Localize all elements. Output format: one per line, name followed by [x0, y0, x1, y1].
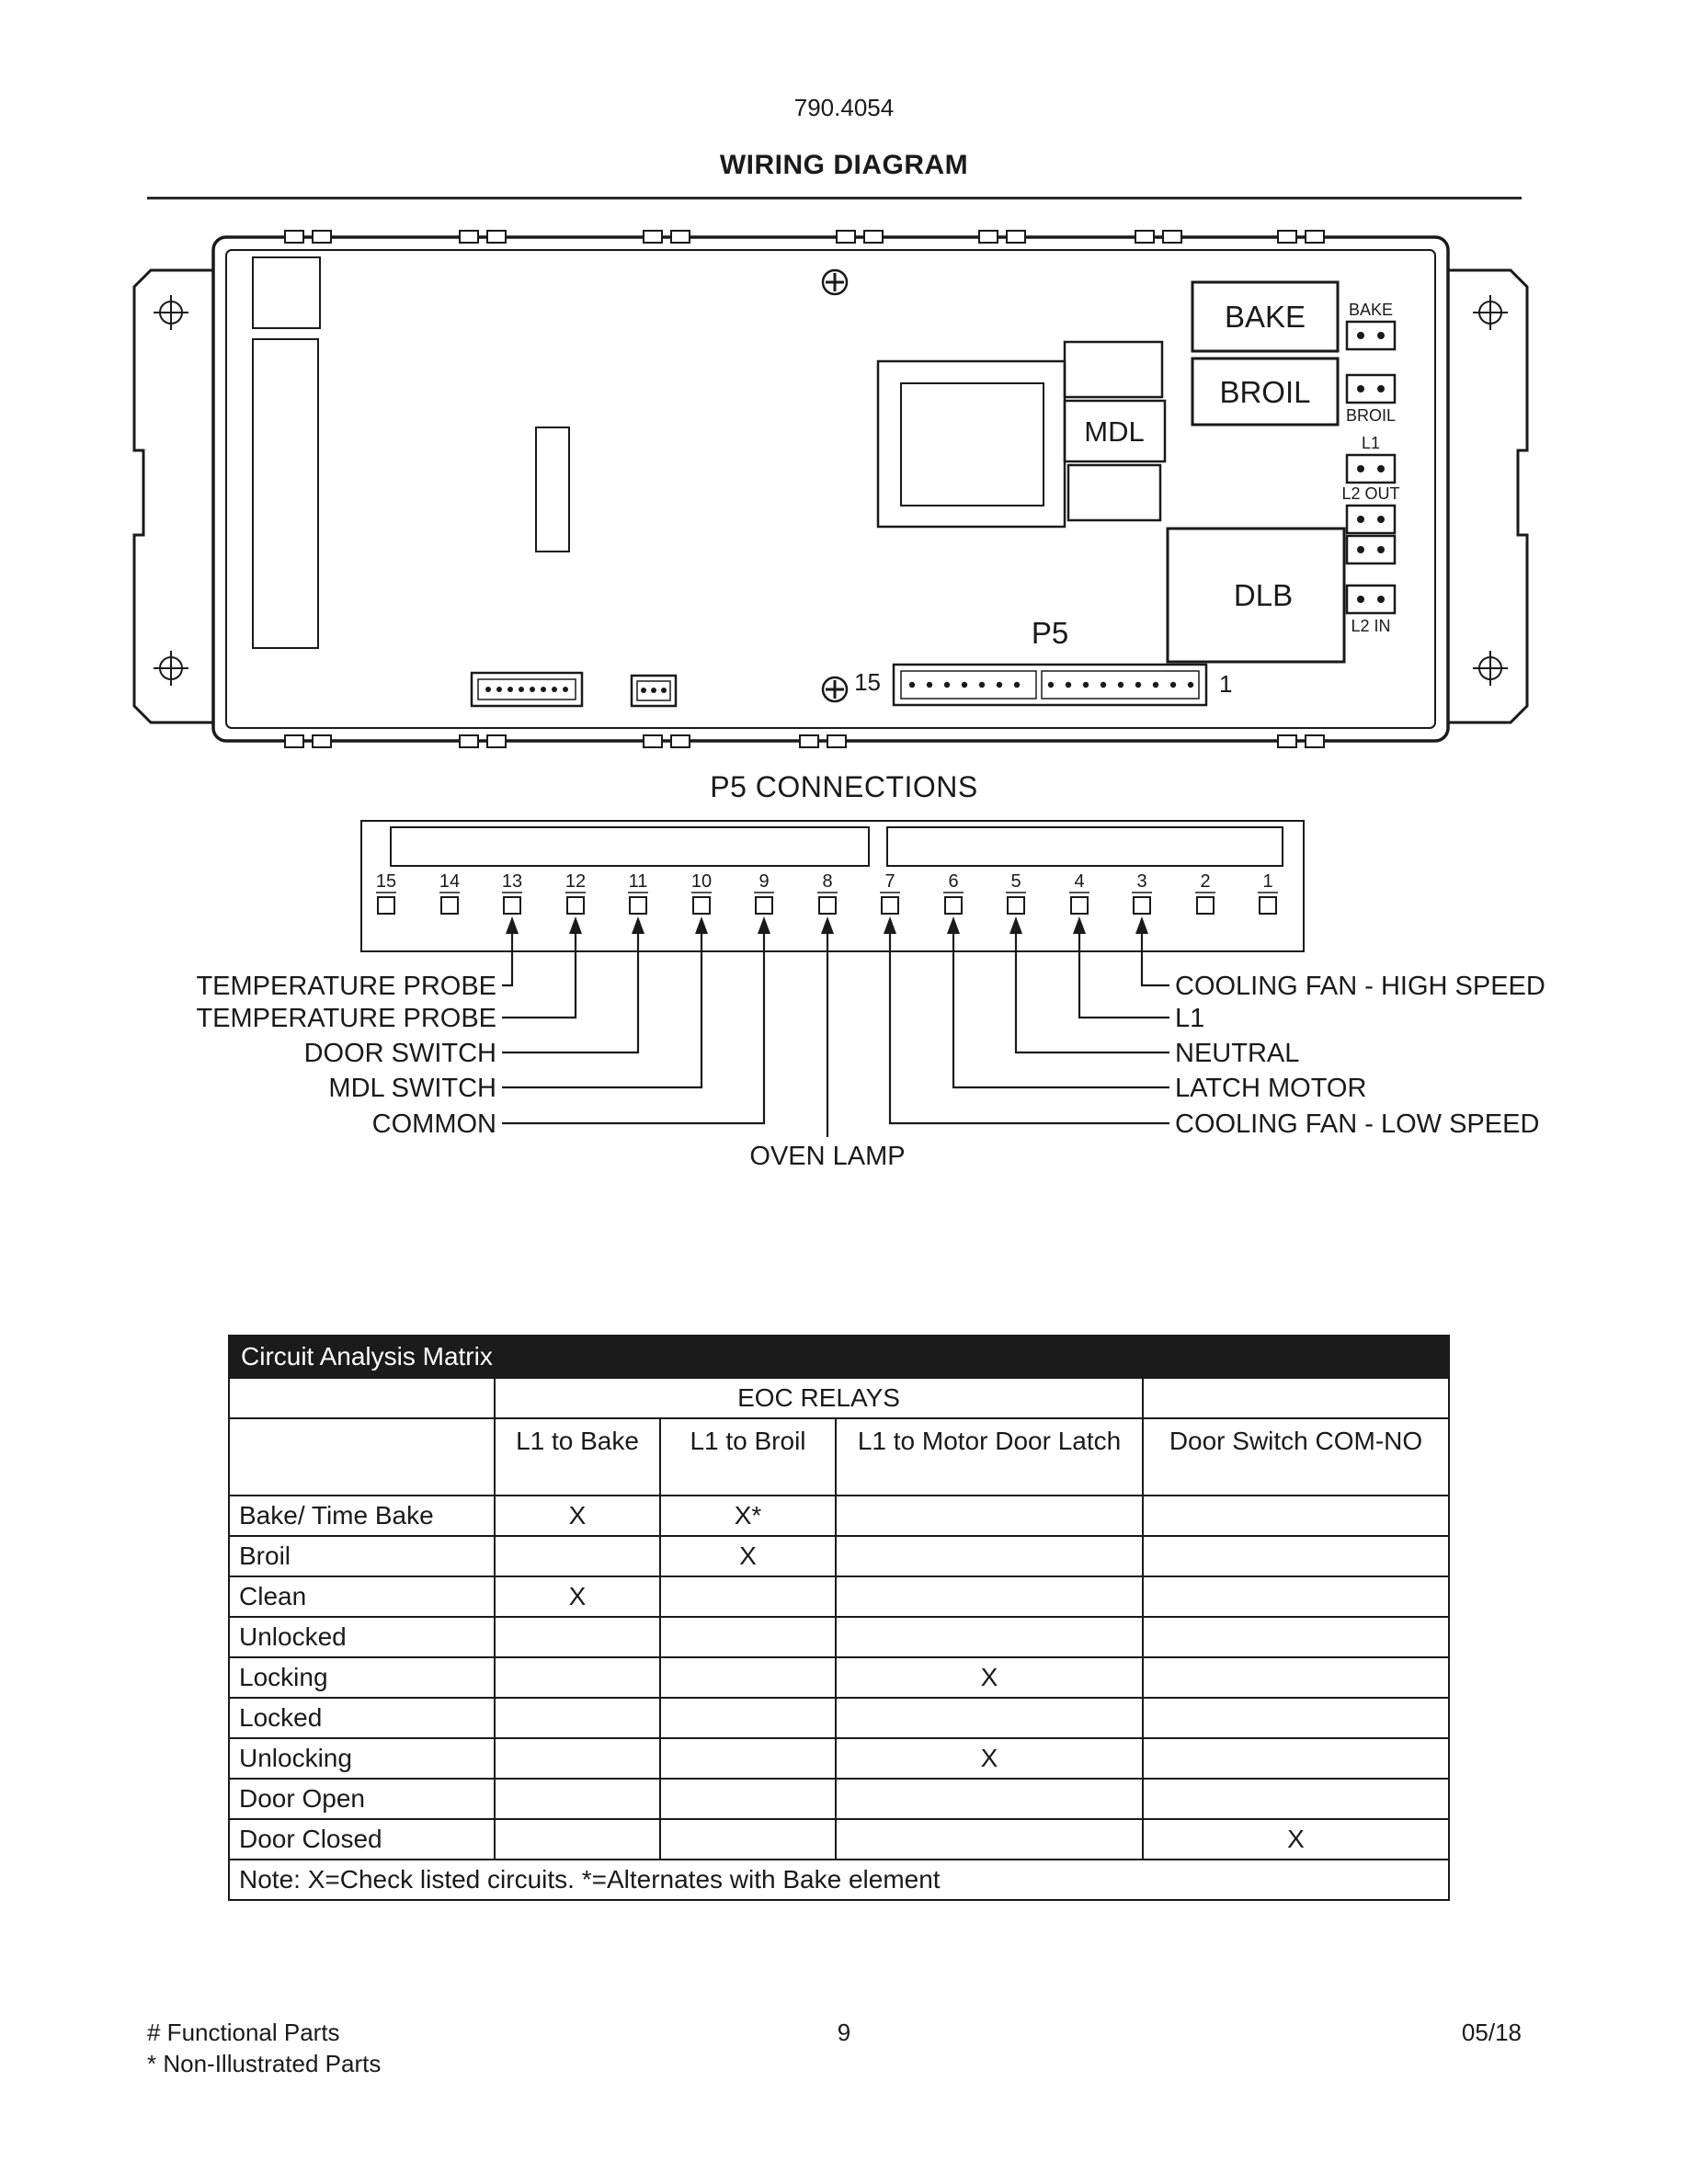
p5-connections-diagram: [184, 813, 1563, 1181]
matrix-cell: [495, 1536, 660, 1576]
conn-bake-label: BAKE: [1349, 301, 1394, 319]
pin-number: 2: [1200, 871, 1211, 892]
aux-connector-3pin-dots: [641, 688, 667, 693]
signal-label: L1: [1175, 1004, 1205, 1033]
matrix-cell: [836, 1779, 1143, 1819]
footnote-functional: # Functional Parts: [147, 2019, 340, 2046]
pin-number: 14: [439, 871, 461, 892]
matrix-row-label: Locked: [229, 1698, 495, 1738]
matrix-row: [229, 1738, 1449, 1779]
conn-broil-label: BROIL: [1346, 406, 1397, 425]
matrix-cell: [660, 1819, 836, 1860]
pin-number: 11: [628, 871, 648, 892]
footnote-non-illustrated: * Non-Illustrated Parts: [147, 2050, 382, 2077]
matrix-cell: [660, 1576, 836, 1617]
right-connector-blocks: [1347, 322, 1395, 613]
matrix-cell: [1143, 1576, 1449, 1617]
matrix-cell: [1143, 1657, 1449, 1698]
signal-label: LATCH MOTOR: [1175, 1074, 1367, 1103]
matrix-cell: [229, 1418, 495, 1496]
p5-left-labels: [196, 972, 496, 1139]
matrix-cell: [1143, 1536, 1449, 1576]
connection-wires: [502, 934, 1169, 1137]
matrix-col-header: L1 to Motor Door Latch: [836, 1418, 1143, 1496]
matrix-cell: X: [660, 1536, 836, 1576]
pin-number: 5: [1010, 871, 1021, 892]
matrix-cell: [836, 1617, 1143, 1657]
oven-lamp-label: OVEN LAMP: [749, 1142, 906, 1171]
conn-l1-label: L1: [1361, 434, 1381, 452]
matrix-cell: [495, 1779, 660, 1819]
matrix-group-header: EOC RELAYS: [495, 1378, 1143, 1418]
signal-label: TEMPERATURE PROBE: [196, 972, 496, 1001]
matrix-cell: [660, 1738, 836, 1779]
p5-housing-left: [391, 827, 869, 866]
matrix-row-label: Door Open: [229, 1779, 495, 1819]
signal-label: COOLING FAN - LOW SPEED: [1175, 1109, 1540, 1139]
matrix-cell: [836, 1496, 1143, 1536]
matrix-row: [229, 1698, 1449, 1738]
matrix-cell: [229, 1378, 495, 1418]
matrix-col-header: L1 to Bake: [495, 1418, 660, 1496]
matrix-row: [229, 1819, 1449, 1860]
matrix-note: Note: X=Check listed circuits. *=Alternates with Bake element: [229, 1860, 1449, 1900]
pin-number: 12: [565, 871, 587, 892]
matrix-cell: [660, 1779, 836, 1819]
matrix-cell: [1143, 1617, 1449, 1657]
matrix-cell: [495, 1657, 660, 1698]
pin-number: 7: [884, 871, 895, 892]
matrix-cell: [836, 1576, 1143, 1617]
pin-number: 3: [1136, 871, 1147, 892]
matrix-row-label: Locking: [229, 1657, 495, 1698]
conn-l2out-label: L2 OUT: [1341, 484, 1400, 503]
matrix-cell: [1143, 1496, 1449, 1536]
matrix-cell: [660, 1617, 836, 1657]
p5-label: P5: [1031, 616, 1069, 650]
matrix-row: [229, 1536, 1449, 1576]
matrix-row-label: Broil: [229, 1536, 495, 1576]
matrix-row: [229, 1496, 1449, 1536]
signal-label: MDL SWITCH: [328, 1074, 496, 1103]
signal-label: COOLING FAN - HIGH SPEED: [1175, 972, 1545, 1001]
pin-number: 15: [375, 871, 397, 892]
matrix-cell: [836, 1819, 1143, 1860]
pin-number: 13: [501, 871, 523, 892]
matrix-cell: X: [495, 1576, 660, 1617]
matrix-cell: [495, 1738, 660, 1779]
matrix-row: [229, 1576, 1449, 1617]
dlb-label: DLB: [1233, 578, 1294, 612]
p5-housing-right: [887, 827, 1283, 866]
conn-l2in-label: L2 IN: [1351, 617, 1391, 635]
matrix-row: [229, 1657, 1449, 1698]
board-components: [253, 257, 1165, 648]
signal-label: COMMON: [371, 1109, 496, 1139]
matrix-row-label: Door Closed: [229, 1819, 495, 1860]
matrix-title-row: [229, 1336, 1449, 1378]
matrix-cell: X: [836, 1738, 1143, 1779]
matrix-cell: X*: [660, 1496, 836, 1536]
page-title: WIRING DIAGRAM: [719, 150, 969, 180]
matrix-cell: X: [836, 1657, 1143, 1698]
signal-label: DOOR SWITCH: [303, 1039, 496, 1068]
matrix-cell: [495, 1819, 660, 1860]
right-mounting-bracket: [1448, 270, 1527, 722]
control-board-diagram: [129, 230, 1535, 749]
pin-number: 9: [758, 871, 770, 892]
matrix-row: [229, 1779, 1449, 1819]
matrix-col-header: Door Switch COM-NO: [1143, 1418, 1449, 1496]
p5-pin1-label: 1: [1219, 670, 1233, 698]
matrix-cell: [1143, 1698, 1449, 1738]
bracket-screw-crosshairs: [154, 295, 1508, 686]
matrix-cell: [660, 1698, 836, 1738]
matrix-cell: [836, 1536, 1143, 1576]
aux-connector-8pin-dots: [485, 687, 568, 692]
matrix-columns-row: [229, 1418, 1449, 1496]
matrix-cell: [660, 1657, 836, 1698]
matrix-cell: [1143, 1738, 1449, 1779]
wire-arrowheads: [506, 916, 1148, 934]
board-screws: [823, 270, 847, 701]
signal-label: TEMPERATURE PROBE: [196, 1004, 496, 1033]
mdl-label: MDL: [1084, 415, 1145, 448]
matrix-cell: [1143, 1779, 1449, 1819]
matrix-row-label: Unlocking: [229, 1738, 495, 1779]
matrix-note-row: [229, 1860, 1449, 1900]
pin-number: 10: [690, 871, 713, 892]
pin-squares: [378, 897, 1276, 914]
header-rule: [147, 197, 1522, 199]
matrix-cell: [495, 1617, 660, 1657]
matrix-row-label: Clean: [229, 1576, 495, 1617]
matrix-group-row: [229, 1378, 1449, 1418]
p5-pin15-label: 15: [854, 668, 881, 696]
matrix-cell: [495, 1698, 660, 1738]
matrix-row-label: Unlocked: [229, 1617, 495, 1657]
matrix-row-label: Bake/ Time Bake: [229, 1496, 495, 1536]
p5-board-connector-pins: [909, 682, 1193, 688]
pin-number: 6: [948, 871, 959, 892]
left-mounting-bracket: [134, 270, 213, 722]
bake-relay-label: BAKE: [1224, 300, 1306, 334]
doc-number: 790.4054: [793, 94, 895, 121]
matrix-cell: X: [495, 1496, 660, 1536]
pin-number: 4: [1074, 871, 1085, 892]
revision-date: 05/18: [1461, 2019, 1522, 2046]
circuit-analysis-matrix: [228, 1335, 1450, 1901]
matrix-row: [229, 1617, 1449, 1657]
p5-right-labels: [1175, 972, 1545, 1139]
matrix-cell: [1143, 1378, 1449, 1418]
pin-numbers: [376, 871, 1273, 892]
edge-tabs: [285, 231, 1324, 747]
broil-relay-label: BROIL: [1219, 375, 1311, 409]
pin-number: 8: [822, 871, 833, 892]
signal-label: NEUTRAL: [1175, 1039, 1300, 1068]
p5-connections-title: P5 CONNECTIONS: [710, 770, 978, 803]
matrix-cell: [836, 1698, 1143, 1738]
page-number: 9: [837, 2019, 851, 2046]
pin-number: 1: [1262, 871, 1273, 892]
matrix-title: Circuit Analysis Matrix: [229, 1336, 1449, 1378]
matrix-cell: X: [1143, 1819, 1449, 1860]
matrix-col-header: L1 to Broil: [660, 1418, 836, 1496]
